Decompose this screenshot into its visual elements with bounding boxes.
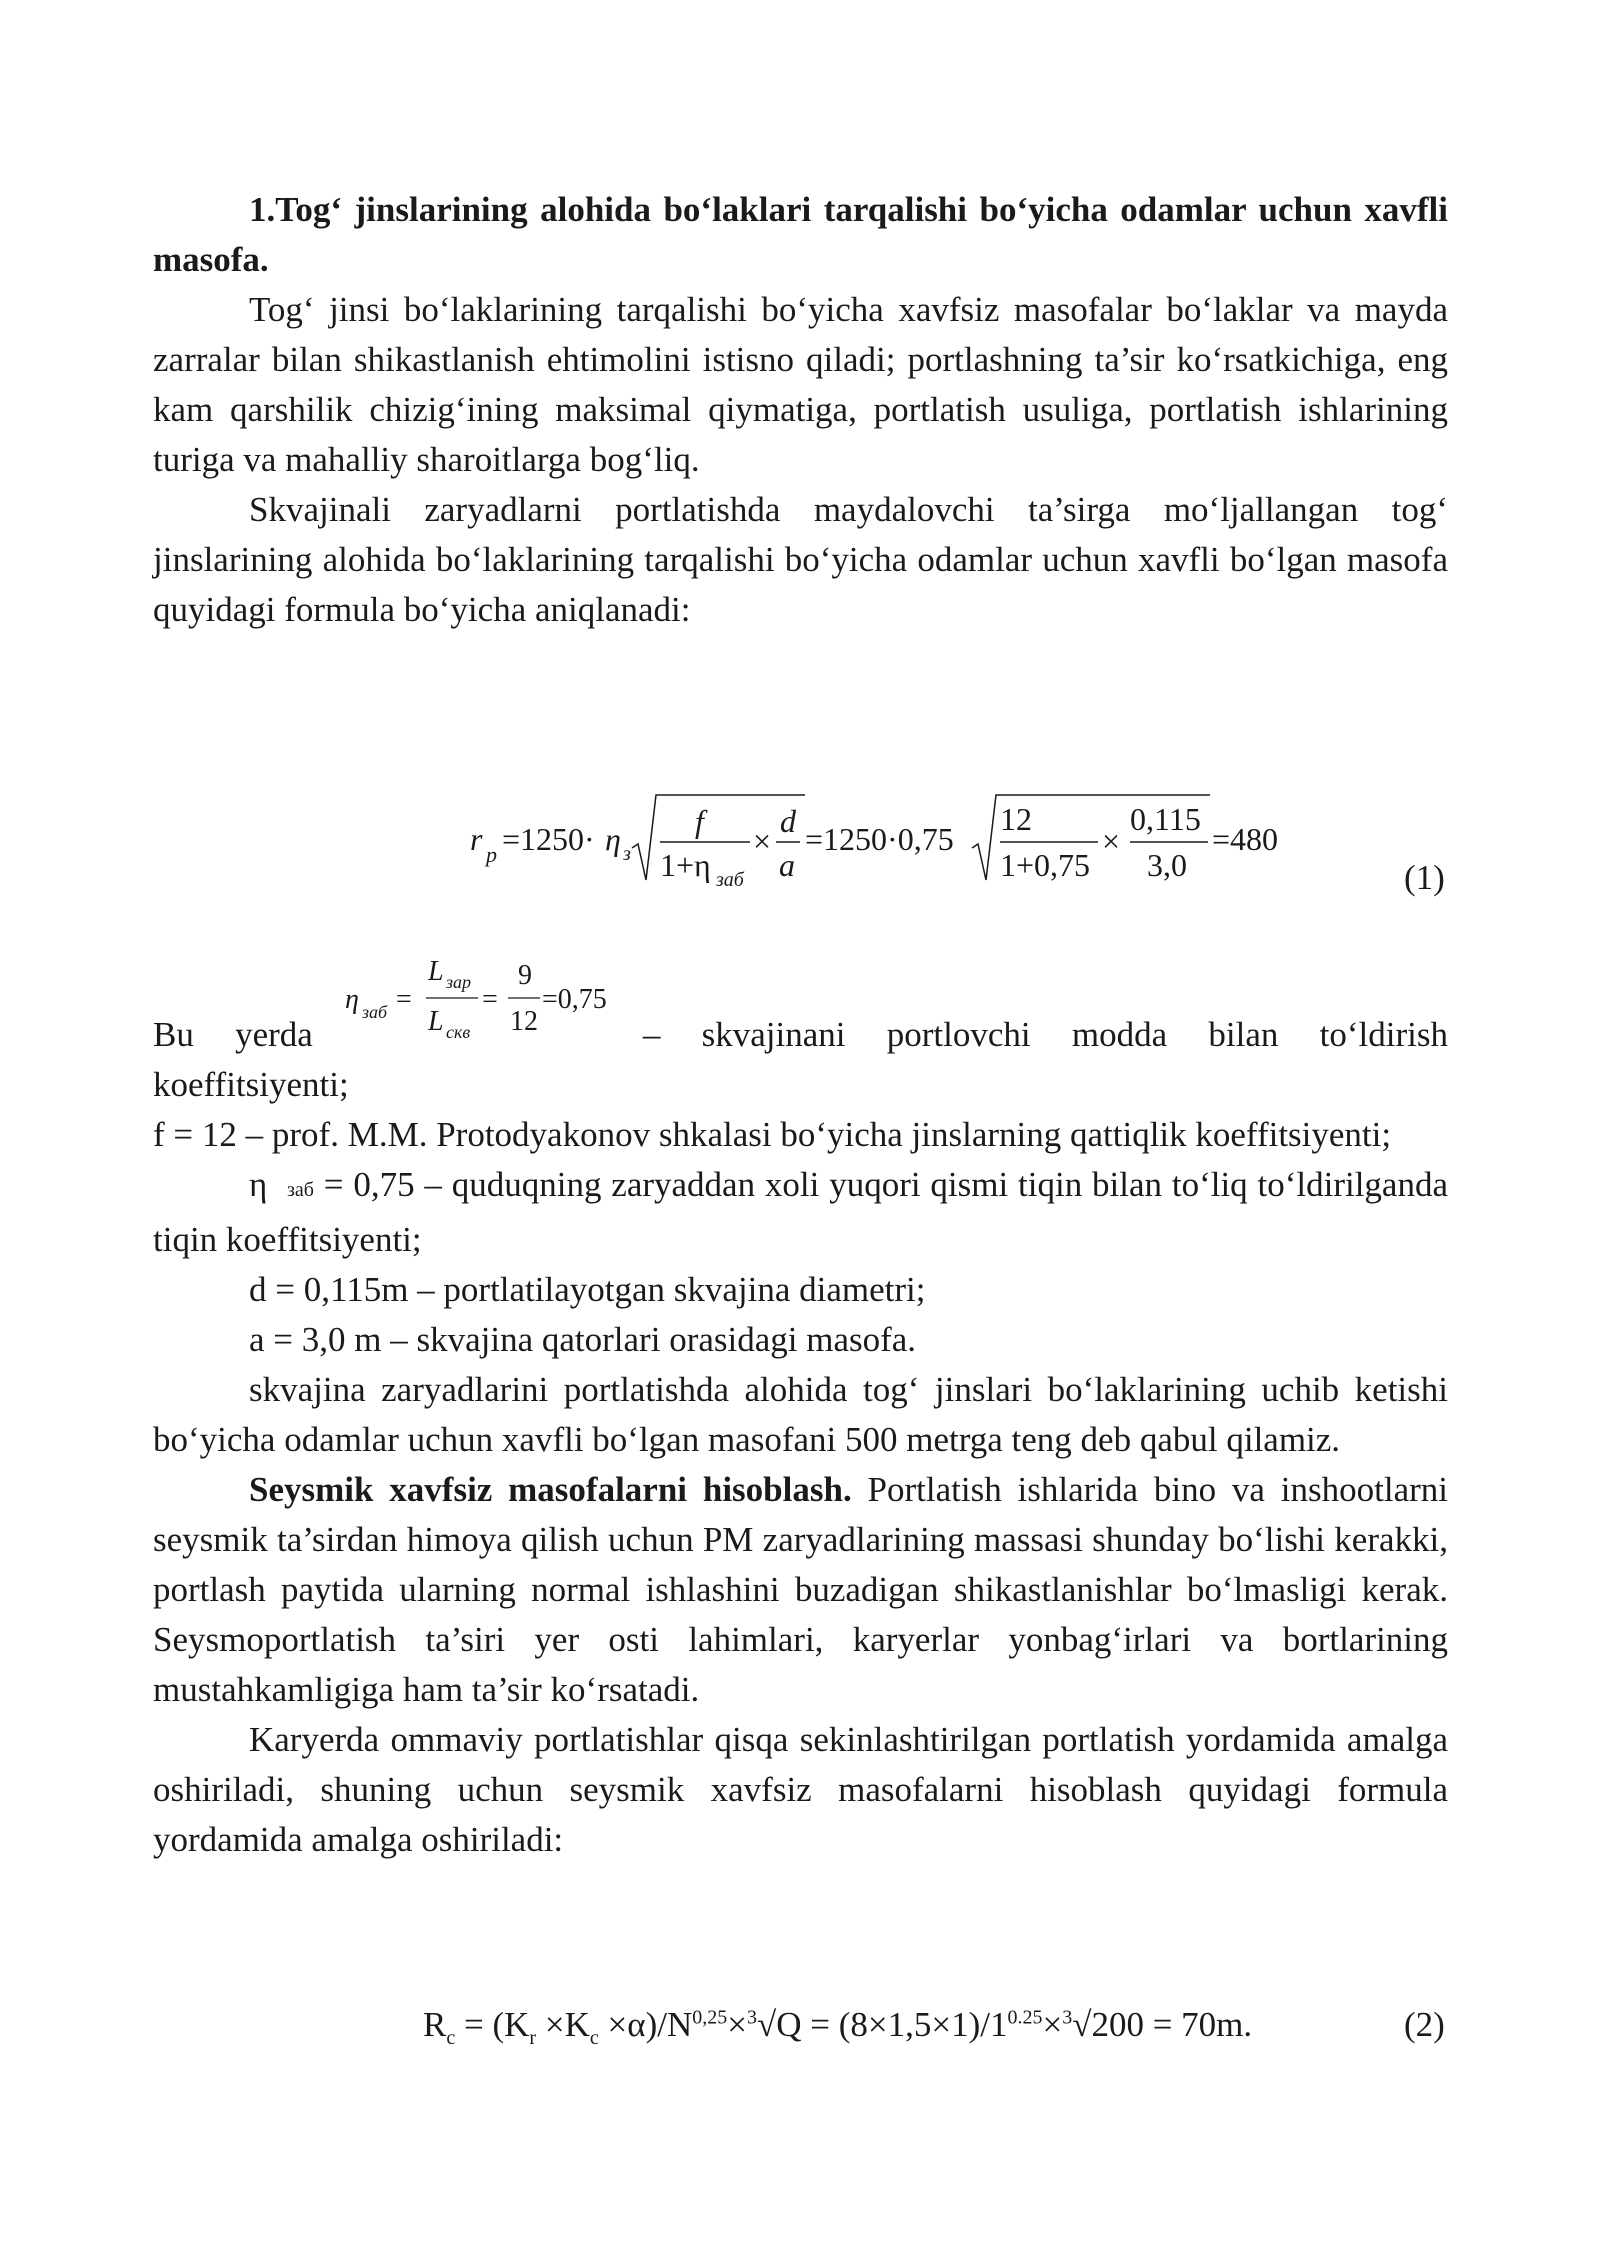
formula-n30: 3,0 [1147, 847, 1187, 883]
formula-2 [423, 2005, 1252, 2050]
eta-symbol: η [345, 984, 359, 1015]
paragraph-4 [153, 1465, 1448, 1715]
a-description: a = 3,0 m – skvajina qatorlari orasidagi masofa. [249, 1320, 917, 1359]
f2-R: R [423, 2005, 447, 2044]
formula-r: r [470, 821, 483, 857]
eta-zab-sub: заб [286, 1179, 314, 1201]
definitions-section [153, 1010, 1448, 1865]
f2-part3: ×α)/N [598, 2005, 693, 2044]
formula-1 [470, 780, 1300, 900]
eta-description: – skvajinani portlovchi modda bilan to‘ldirish koeffitsiyenti; [153, 1015, 1448, 1104]
formula-result: =480 [1212, 821, 1279, 857]
formula-n0115: 0,115 [1130, 801, 1201, 837]
intro-section [153, 185, 1448, 635]
formula-1-svg [470, 780, 1300, 900]
f2-part1: = (K [455, 2005, 530, 2044]
f2-part2: ×K [536, 2005, 590, 2044]
f2-exp1: 0,25 [692, 2006, 728, 2029]
formula-eta: η [605, 821, 621, 857]
l-top: L [428, 956, 444, 987]
paragraph-5: Karyerda ommaviy portlatishlar qisqa sekinlashtirilgan portlatish yordamida amalga oshiriladi, shuning uchun seysmik xavfsiz masofalarni hisoblash quyidagi formula yordamida amalga oshiriladi: [153, 1720, 1448, 1859]
eta-sub: заб [362, 1002, 388, 1022]
eta-n12: 12 [510, 1006, 538, 1037]
eta-zab-symbol: η [249, 1165, 268, 1204]
f2-part5: √Q = (8×1,5×1)/1 [756, 2005, 1008, 2044]
formula-den1: 1+η [660, 847, 711, 883]
paragraph-4-text: Portlatish ishlarida bino va inshootlarni seysmik ta’sirdan himoya qilish uchun PM zaryadlarining massasi shunday bo‘lishi kerakki, portlash paytida ularning normal ishlashini buzadigan shikastlanishlar bo‘lmasligi kerak. Seysmoportlatish ta’siri yer osti lahimlari, karyerlar yonbag‘irlari va bortlarining mustahkamligiga ham ta’sir ko‘rsatadi. [153, 1470, 1448, 1709]
equation-number-1: (1) [1404, 858, 1445, 897]
formula-eq1: =1250· [502, 821, 595, 857]
formula-times-1: × [753, 823, 772, 859]
f2-R-sub: c [446, 2027, 456, 2049]
formula-r-sub: p [486, 842, 497, 867]
paragraph-1: Tog‘ jinsi bo‘laklarining tarqalishi bo‘yicha xavfsiz masofalar bo‘laklar va mayda zarralar bilan shikastlanish ehtimolini istisno qiladi; portlashning ta’sir ko‘rsatkichiga, eng kam qarshilik chizig‘ining maksimal qiymatiga, portlatish usuliga, portlatish ishlarining turiga va mahalliy sharoitlarga bog‘liq. [153, 290, 1448, 479]
f2-Kr-sub: r [529, 2027, 537, 2049]
formula-den2: 1+0,75 [1000, 847, 1091, 883]
l-bot: L [428, 1006, 444, 1037]
f2-part4: × [727, 2005, 747, 2044]
d-description: d = 0,115m – portlatilayotgan skvajina diametri; [249, 1270, 926, 1309]
formula-den1-sub: заб [716, 869, 744, 891]
formula-eq2: =1250·0,75 [805, 821, 954, 857]
paragraph-2: Skvajinali zaryadlarni portlatishda maydalovchi ta’sirga mo‘ljallangan tog‘ jinslarining alohida bo‘laklarining tarqalishi bo‘yicha odamlar uchun xavfli bo‘lgan masofa quyidagi formula bo‘yicha aniqlanadi: [153, 490, 1448, 629]
formula-d: d [780, 803, 796, 839]
f-description: f = 12 – prof. M.M. Protodyakonov shkalasi bo‘yicha jinslarning qattiqlik koeffitsiyenti; [153, 1115, 1392, 1154]
f2-root1: 3 [746, 2006, 757, 2029]
l-bot-sub: скв [446, 1022, 471, 1040]
bu-yerda-line [153, 1010, 1448, 1110]
formula-eta-sub: з [623, 843, 631, 865]
equation-number-2: (2) [1404, 2005, 1445, 2044]
eta-zab-text: = 0,75 – quduqning zaryaddan xoli yuqori qismi tiqin bilan to‘liq to‘ldirilganda tiqin koeffitsiyenti; [153, 1165, 1448, 1259]
eta-zab-description [153, 1160, 1448, 1265]
l-top-sub: зар [446, 972, 472, 992]
formula-a: a [779, 847, 795, 883]
paragraph-3: skvajina zaryadlarini portlatishda alohida tog‘ jinslari bo‘laklarining uchib ketishi bo‘yicha odamlar uchun xavfli bo‘lgan masofani 500 metrga teng deb qabul qilamiz. [153, 1370, 1448, 1459]
f2-part7: √200 = 70m. [1072, 2005, 1253, 2044]
f2-Kc-sub: c [589, 2027, 599, 2049]
f2-root2: 3 [1062, 2006, 1073, 2029]
eta-n9: 9 [518, 960, 532, 991]
formula-n12: 12 [1000, 801, 1032, 837]
eta-eq2: = [482, 984, 498, 1015]
bu-yerda-label: Bu yerda [153, 1015, 313, 1054]
eta-result: =0,75 [542, 984, 607, 1015]
formula-f: f [695, 803, 704, 839]
eta-eq: = [396, 984, 412, 1015]
section-heading: 1.Tog‘ jinslarining alohida bo‘laklari tarqalishi bo‘yicha odamlar uchun xavfli masofa. [153, 190, 1448, 279]
f2-exp2: 0.25 [1007, 2006, 1043, 2029]
formula-times-2: × [1102, 823, 1121, 859]
f2-part6: × [1042, 2005, 1063, 2044]
seismic-heading: Seysmik xavfsiz masofalarni hisoblash. [249, 1470, 852, 1509]
